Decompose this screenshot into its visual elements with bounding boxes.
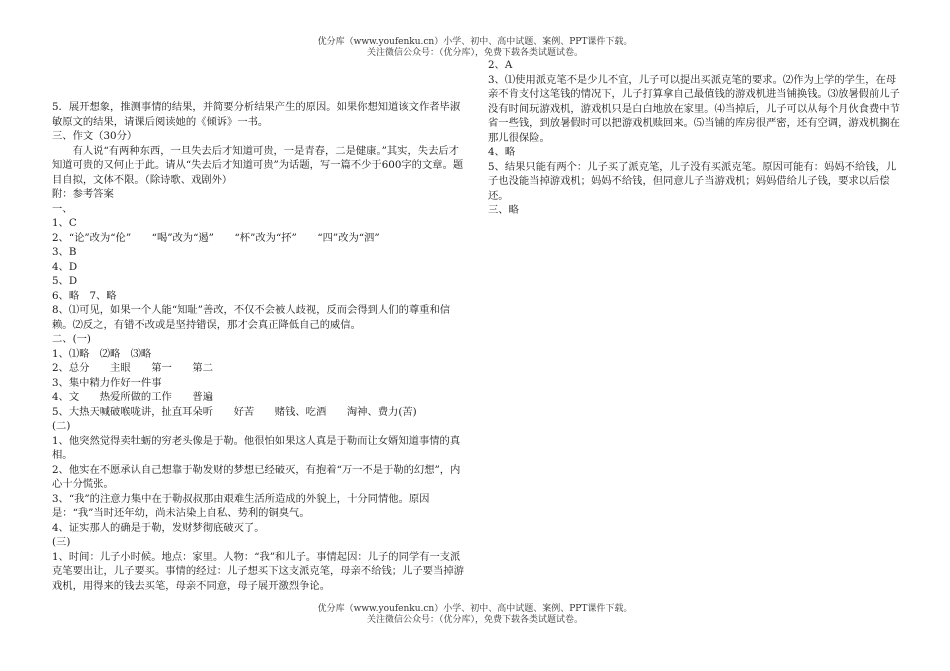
- left-line: (三): [52, 536, 71, 548]
- page-footer: [0, 604, 950, 626]
- left-column: [52, 100, 465, 593]
- left-line: 1、他突然觉得卖牡蛎的穷老头像是于勒。他很怕如果这人真是于勒而让女婿知道事情的真相。: [52, 434, 461, 461]
- left-line: 6、略 7、略: [52, 289, 117, 302]
- right-line: 2、A: [488, 59, 513, 71]
- left-line: 4、文 热爱所做的工作 普遍: [52, 391, 214, 403]
- left-line: 5、D: [52, 275, 78, 287]
- left-line: 3、“我”的注意力集中在于勒叔叔那由艰难生活所造成的外貌上，十分同情他。原因是：“我”当时还年幼，尚未沾染上自私、势利的铜臭气。: [52, 492, 430, 519]
- left-line: 3、B: [52, 246, 77, 258]
- header-line-2: 关注微信公众号：（优分库），免费下载各类试题试卷。: [366, 48, 583, 58]
- right-line: 三、略: [488, 204, 519, 216]
- left-line: 1、时间：儿子小时候。地点：家里。人物：“我”和儿子。事情起因：儿子的同学有一支派克笔要出让，儿子要买。事情的经过：儿子想买下这支派克笔，母亲不给钱；儿子要当掉游戏机，用得来的钱去买笔，母亲不同意，母子展开激烈争论。: [52, 550, 464, 592]
- left-line: 5．展开想象，推测事情的结果，并简要分析结果产生的原因。如果你想知道该文作者毕淑敏原文的结果，请课后阅读她的《倾诉》一书。: [52, 101, 461, 128]
- left-line: 1、C: [52, 217, 77, 229]
- footer-line-1: 优分库（www.youfenku.cn）小学、初中、高中试题、案例、PPT课件下载。: [317, 604, 633, 614]
- left-line: 一、: [52, 202, 73, 215]
- left-line: 4、证实那人的确是于勒，发财梦彻底破灭了。: [52, 521, 265, 534]
- left-line: 三、作文（30分）: [52, 130, 138, 142]
- left-line: 3、集中精力作好一件事: [52, 376, 162, 389]
- left-line: 2、“论”改为“伦” “喝”改为“遏” “杯”改为“抔” “四”改为“泗”: [52, 231, 380, 244]
- left-line: 二、(一): [52, 333, 91, 345]
- page-header: [0, 37, 950, 59]
- right-line: 4、略: [488, 146, 516, 158]
- left-line: (二): [52, 420, 71, 432]
- footer-line-2: 关注微信公众号：（优分库），免费下载各类试题试卷。: [366, 615, 583, 625]
- left-line: 1、⑴略 ⑵略 ⑶略: [52, 347, 152, 360]
- left-line: 4、D: [52, 260, 78, 273]
- right-line: 3、⑴使用派克笔不是少儿不宜，儿子可以提出买派克笔的要求。⑵作为上学的学生，在母亲不肯支付这笔钱的情况下，儿子打算拿自己最值钱的游戏机进当铺换钱。⑶放暑假前儿子没有时间玩游戏机，游戏机只是白白地放在家里。⑷当掉后，儿子可以从每个月伙食费中节省一些钱，到放暑假时可以把游戏机赎回来。⑸当铺的库房很严密，还有空调，游戏机搁在那儿很保险。: [488, 73, 900, 144]
- left-line: 5、大热天喊破喉咙讲，扯直耳朵听 好苦 赌钱、吃酒 淘神、费力(苦): [52, 405, 417, 418]
- left-line: 2、他实在不愿承认自己想靠于勒发财的梦想已经破灭，有抱着“万一不是于勒的幻想”，内心十分慌张。: [52, 463, 461, 490]
- right-column: [488, 58, 901, 218]
- left-line: 有人说“有两种东西，一旦失去后才知道可贵，一是青春，二是健康。”其实，失去后才知道可贵的又何止于此。请从“失去后才知道可贵”为话题，写一篇不少于600字的文章。题目自拟，文体不限。（除诗歌、戏剧外）: [52, 144, 464, 186]
- left-line: 2、总分 主眼 第一 第二: [52, 362, 214, 374]
- left-line: 8、⑴可见，如果一个人能“知耻”善改，不仅不会被人歧视，反而会得到人们的尊重和信赖。⑵反之，有错不改或是坚持错误，那才会真正降低自己的威信。: [52, 304, 451, 331]
- right-line: 5、结果只能有两个：儿子买了派克笔，儿子没有买派克笔。原因可能有：妈妈不给钱，儿子也没能当掉游戏机；妈妈不给钱，但同意儿子当游戏机；妈妈借给儿子钱，要求以后偿还。: [488, 160, 897, 202]
- left-line: 附：参考答案: [52, 188, 114, 200]
- header-line-1: 优分库（www.youfenku.cn）小学、初中、高中试题、案例、PPT课件下载。: [317, 37, 633, 47]
